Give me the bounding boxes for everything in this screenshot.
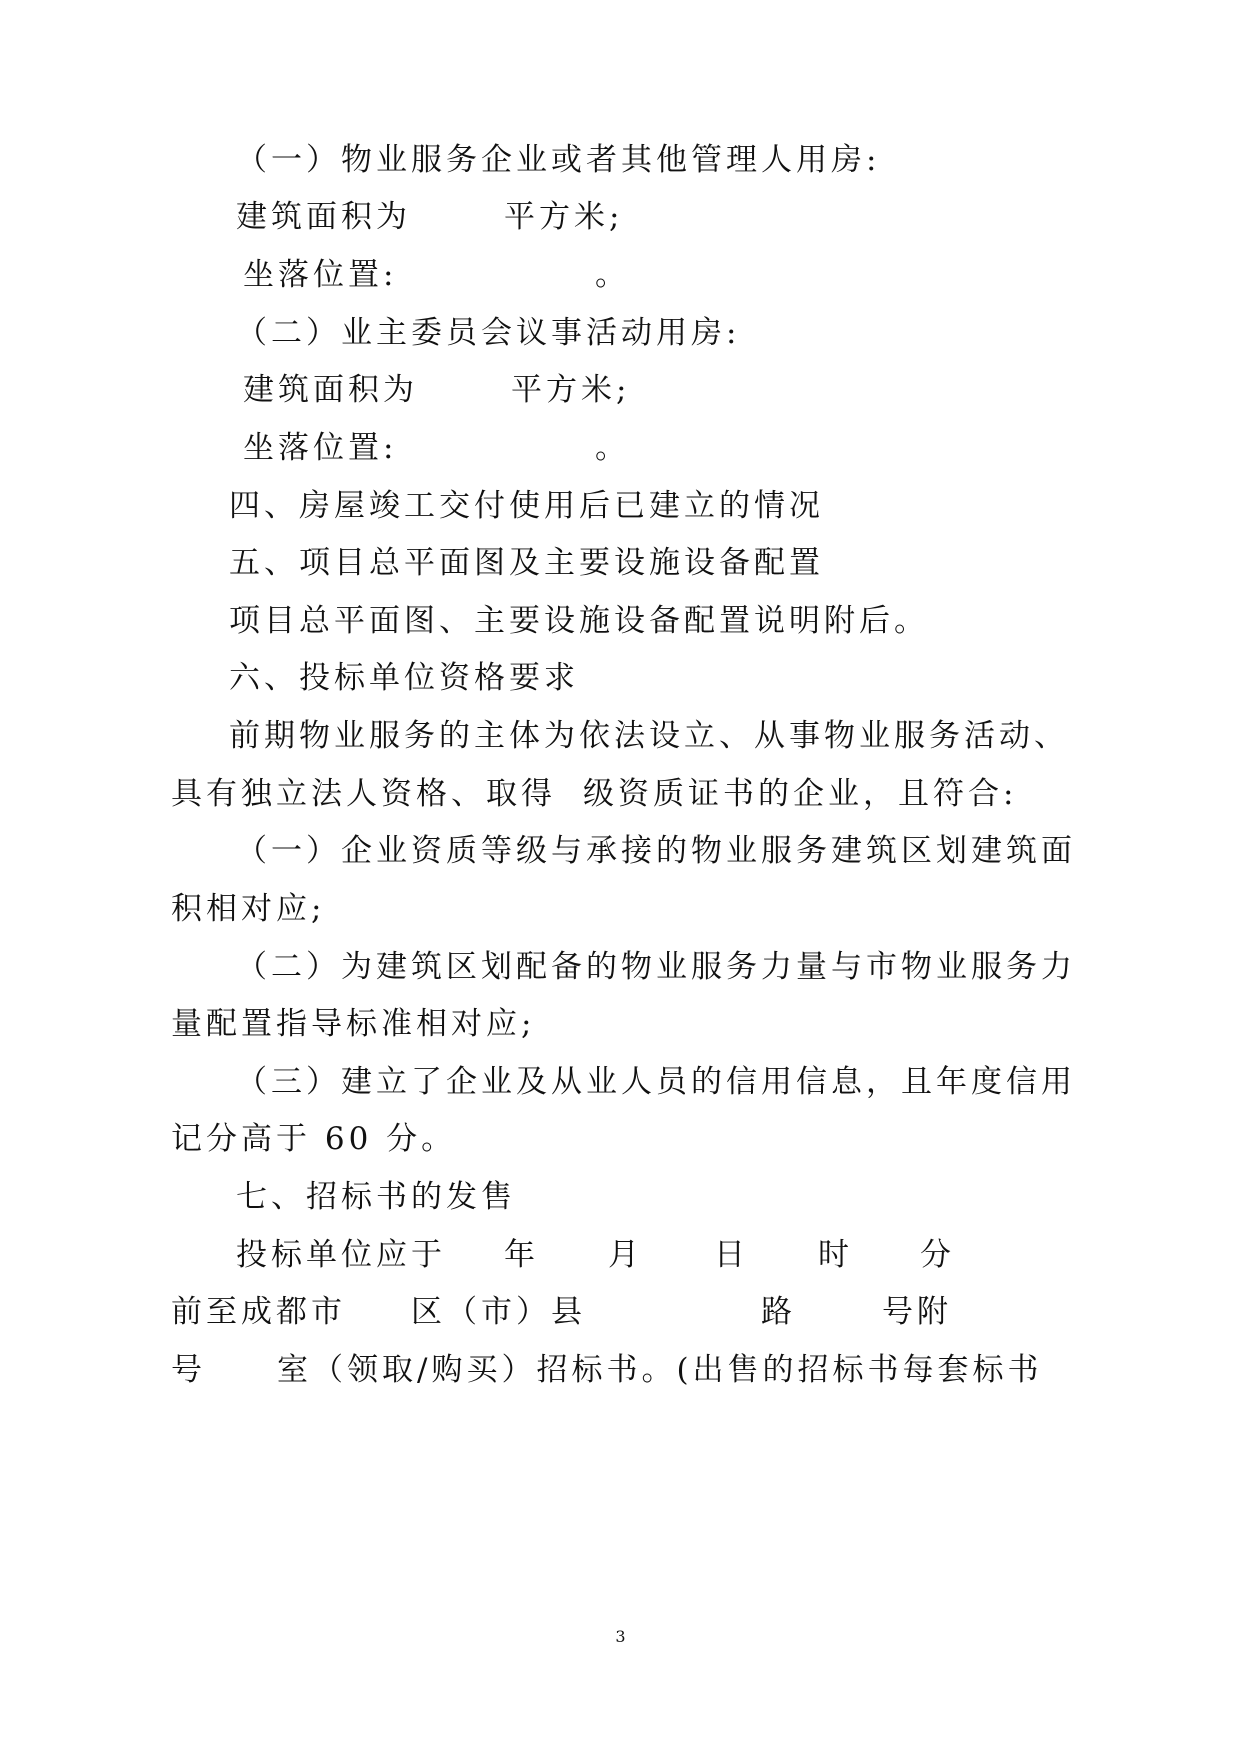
text-segment: 室（领取/购买）招标书。(出售的招标书每套标书 (277, 1352, 1043, 1388)
year-label: 年 (504, 1237, 539, 1273)
sale-room-line (171, 1350, 1043, 1390)
text-segment: （二）为建筑区划配备的物业服务力量与市物业服务力 (236, 949, 1076, 985)
area-line-manager-room (236, 197, 624, 237)
section-seven-heading (236, 1177, 516, 1217)
text-segment: 前至成都市 (171, 1294, 346, 1330)
section-five-heading (229, 543, 824, 583)
paragraph-line (171, 889, 326, 929)
text-segment: 七、招标书的发售 (236, 1179, 516, 1215)
day-label: 日 (714, 1237, 749, 1273)
minute-label: 分 (920, 1237, 955, 1273)
text-segment: 具有独立法人资格、取得 (171, 776, 556, 812)
area-label: 建筑面积为 (243, 372, 418, 408)
text-segment: 项目总平面图、主要设施设备配置说明附后。 (229, 603, 929, 639)
location-line-manager-room (243, 255, 630, 295)
paragraph-line (171, 1004, 536, 1044)
area-unit: 平方米; (511, 372, 631, 408)
text-segment: （一）企业资质等级与承接的物业服务建筑区划建筑面 (236, 833, 1076, 869)
location-end: 。 (595, 257, 630, 293)
requirement-item-one (236, 831, 1076, 871)
section-heading-owners-committee-room (236, 313, 741, 353)
section-four-heading (229, 486, 824, 526)
text-segment: 投标单位应于 (236, 1237, 446, 1273)
text-segment: 记分高于 60 分。 (171, 1121, 457, 1157)
paragraph-line (171, 1119, 457, 1159)
paragraph-line (171, 774, 1018, 814)
section-six-heading (229, 658, 579, 698)
location-line-owners-committee-room (243, 428, 630, 468)
section-heading-manager-room (236, 140, 881, 180)
text-segment: （一）物业服务企业或者其他管理人用房: (236, 142, 881, 178)
area-label: 建筑面积为 (236, 199, 411, 235)
location-label: 坐落位置: (243, 257, 398, 293)
number-label: 号 (171, 1352, 206, 1388)
text-segment: 六、投标单位资格要求 (229, 660, 579, 696)
requirement-item-three (236, 1062, 1076, 1102)
sale-time-line (236, 1235, 955, 1275)
page-number: 3 (615, 1627, 626, 1646)
text-segment: 级资质证书的企业，且符合: (583, 776, 1018, 812)
sale-address-line (171, 1292, 952, 1332)
text-segment: 积相对应; (171, 891, 326, 927)
text-segment: 前期物业服务的主体为依法设立、从事物业服务活动、 (229, 718, 1069, 754)
text-segment: 四、房屋竣工交付使用后已建立的情况 (229, 488, 824, 524)
location-label: 坐落位置: (243, 430, 398, 466)
area-unit: 平方米; (504, 199, 624, 235)
text-segment: （二）业主委员会议事活动用房: (236, 315, 741, 351)
section-five-body (229, 601, 929, 641)
text-segment: 量配置指导标准相对应; (171, 1006, 536, 1042)
road-label: 路 (761, 1294, 796, 1330)
text-segment: （三）建立了企业及从业人员的信用信息，且年度信用 (236, 1064, 1076, 1100)
number-label: 号附 (882, 1294, 952, 1330)
hour-label: 时 (818, 1237, 853, 1273)
text-segment: 五、项目总平面图及主要设施设备配置 (229, 545, 824, 581)
requirement-item-two (236, 947, 1076, 987)
area-line-owners-committee-room (243, 370, 631, 410)
paragraph-line (229, 716, 1069, 756)
month-label: 月 (608, 1237, 643, 1273)
district-label: 区（市）县 (411, 1294, 586, 1330)
location-end: 。 (595, 430, 630, 466)
